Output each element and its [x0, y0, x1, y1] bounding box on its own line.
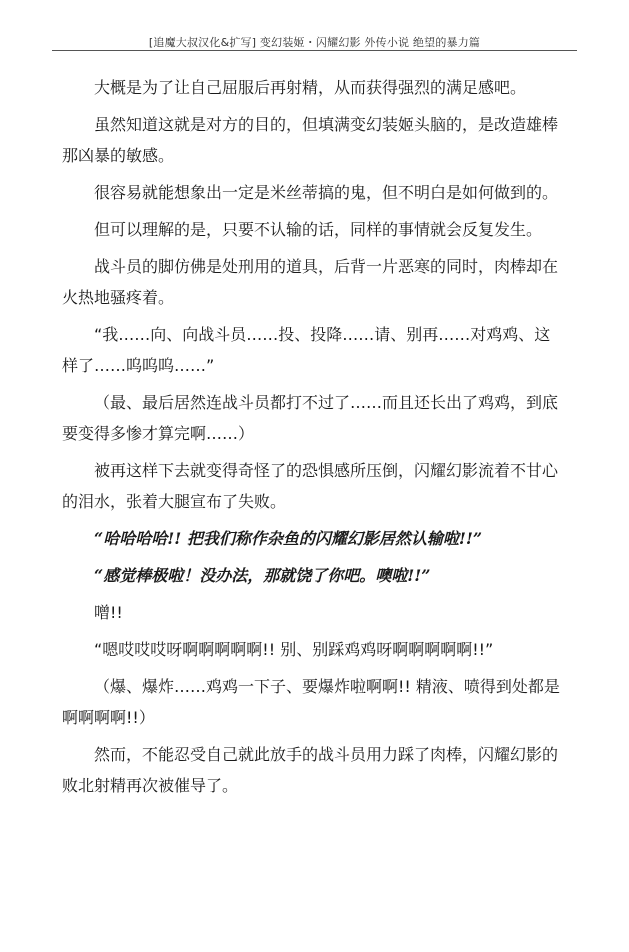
header-divider	[52, 50, 577, 51]
paragraph: “哈哈哈哈!! 把我们称作杂鱼的闪耀幻影居然认输啦!!”	[94, 529, 483, 548]
paragraph: 大概是为了让自己屈服后再射精，从而获得强烈的满足感吧。	[94, 78, 527, 97]
paragraph: “感觉棒极啦！没办法，那就饶了你吧。噢啦!!”	[94, 566, 431, 585]
paragraph: 被再这样下去就变得奇怪了的恐惧感所压倒，闪耀幻影流着不甘心的泪水，张着大腿宣布了失败。	[62, 461, 559, 511]
paragraph: 噌!!	[94, 603, 123, 622]
page-header: [追魔大叔汉化&扩写] 变幻装姬・闪耀幻影 外传小说 绝望的暴力篇	[148, 36, 481, 49]
paragraph: 很容易就能想象出一定是米丝蒂搞的鬼，但不明白是如何做到的。	[94, 183, 559, 202]
paragraph: “嗯哎哎哎呀啊啊啊啊啊!! 别、别踩鸡鸡呀啊啊啊啊啊!!”	[94, 640, 494, 659]
paragraph: （最、最后居然连战斗员都打不过了……而且还长出了鸡鸡，到底要变得多惨才算完啊……）	[62, 393, 559, 443]
paragraph: 但可以理解的是，只要不认输的话，同样的事情就会反复发生。	[94, 220, 543, 239]
paragraph: （爆、爆炸……鸡鸡一下子、要爆炸啦啊啊!! 精液、喷得到处都是啊啊啊啊!!）	[62, 677, 560, 727]
paragraph: 虽然知道这就是对方的目的，但填满变幻装姬头脑的，是改造雄棒那凶暴的敏感。	[62, 115, 559, 165]
story-text	[62, 72, 562, 807]
paragraph: “我……向、向战斗员……投、投降……请、别再……对鸡鸡、这样了……呜呜呜……”	[62, 325, 551, 375]
paragraph: 然而，不能忍受自己就此放手的战斗员用力踩了肉棒，闪耀幻影的败北射精再次被催导了。	[62, 745, 559, 795]
paragraph: 战斗员的脚仿佛是处刑用的道具，后背一片恶寒的同时，肉棒却在火热地骚疼着。	[62, 257, 559, 307]
